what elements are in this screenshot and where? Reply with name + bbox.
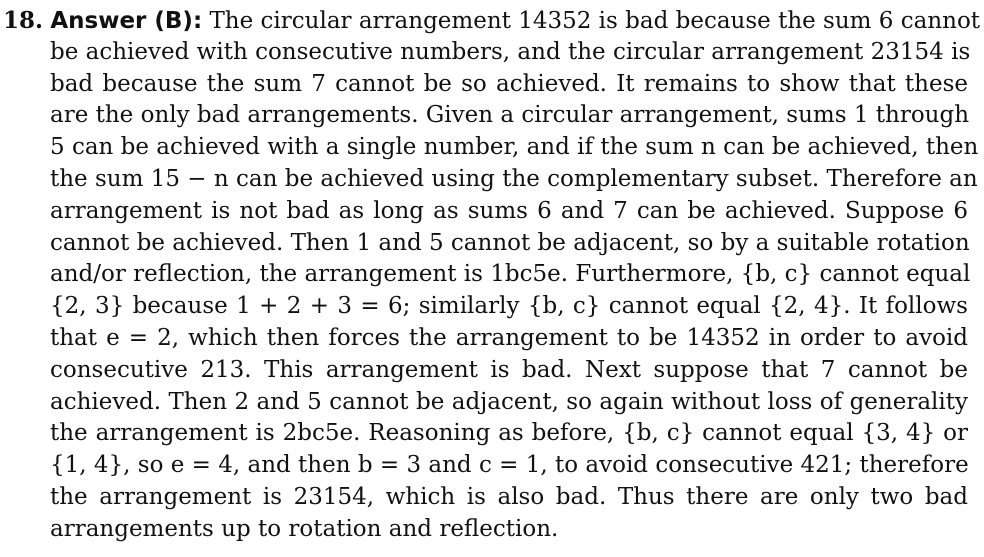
answer-heading: Answer (B):: [50, 8, 203, 34]
solution-line-17: arrangements up to rotation and reflection.: [50, 515, 559, 542]
solution-line-4: are the only bad arrangements. Given a circular arrangement, sums 1 through: [50, 102, 970, 129]
solution-line-9: and/or reflection, the arrangement is 1bc5e. Furthermore, {b, c} cannot equal: [50, 261, 971, 288]
solution-line-14: the arrangement is 2bc5e. Reasoning as before, {b, c} cannot equal {3, 4} or: [50, 420, 968, 447]
solution-line-7: arrangement is not bad as long as sums 6 and 7 can be achieved. Suppose 6: [50, 197, 968, 224]
solution-line-10: {2, 3} because 1 + 2 + 3 = 6; similarly {b, c} cannot equal {2, 4}. It follows: [50, 293, 968, 320]
solution-text: [0, 5, 984, 546]
line-text: The circular arrangement 14352 is bad because the sum 6 cannot: [209, 8, 981, 34]
solution-line-1: [0, 5, 984, 37]
solution-line-15: {1, 4}, so e = 4, and then b = 3 and c = 1, to avoid consecutive 421; therefore: [50, 452, 969, 479]
solution-line-5: 5 can be achieved with a single number, and if the sum n can be achieved, then: [50, 134, 979, 161]
solution-line-8: cannot be achieved. Then 1 and 5 cannot be adjacent, so by a suitable rotation: [50, 229, 970, 256]
solution-line-3: bad because the sum 7 cannot be so achieved. It remains to show that these: [50, 70, 968, 97]
solution-line-12: consecutive 213. This arrangement is bad. Next suppose that 7 cannot be: [50, 356, 968, 383]
solution-line-2: be achieved with consecutive numbers, and the circular arrangement 23154 is: [50, 38, 971, 65]
solution-line-11: that e = 2, which then forces the arrangement to be 14352 in order to avoid: [50, 324, 968, 351]
problem-number: 18.: [3, 7, 44, 34]
solution-line-13: achieved. Then 2 and 5 cannot be adjacent, so again without loss of generality: [50, 388, 968, 415]
solution-line-6: the sum 15 − n can be achieved using the complementary subset. Therefore an: [50, 165, 978, 192]
solution-line-16: the arrangement is 23154, which is also bad. Thus there are only two bad: [50, 483, 968, 510]
